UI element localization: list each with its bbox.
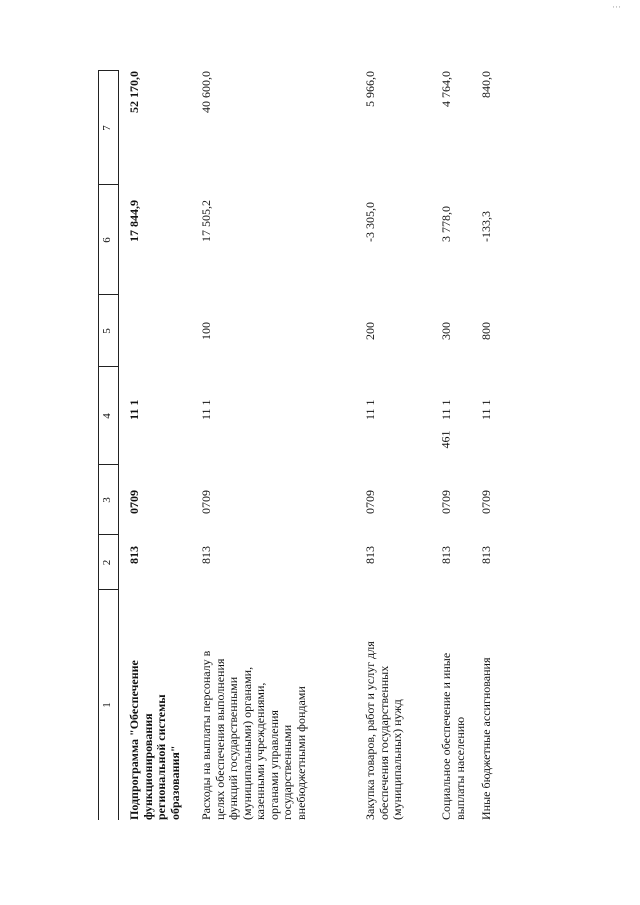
- cell-c4: 11 1: [127, 399, 141, 420]
- rotated-table: [98, 70, 621, 820]
- cell-c3: 0709: [439, 490, 453, 514]
- table-header-bottom-rule: [118, 70, 119, 820]
- row-label: Иные бюджетные ассигнования: [479, 657, 493, 820]
- cell-c6: 17 505,2: [199, 200, 213, 242]
- column-header-2: 2: [101, 559, 113, 566]
- cell-c4: 11 1: [479, 399, 493, 420]
- column-header-5: 5: [101, 328, 113, 334]
- cell-c3: 0709: [199, 490, 213, 514]
- column-header-7: 7: [101, 125, 113, 131]
- cell-c7: 40 600,0: [199, 71, 213, 113]
- column-header-6: 6: [101, 237, 113, 243]
- cell-c5: 800: [479, 322, 493, 340]
- cell-c5: 200: [363, 322, 377, 340]
- column-header-4: 4: [101, 413, 113, 419]
- cell-c4: 11 1: [199, 399, 213, 420]
- page-number: 461: [438, 430, 453, 449]
- cell-c4: 11 1: [363, 399, 377, 420]
- cell-c4: 11 1: [439, 399, 453, 420]
- cell-c3: 0709: [127, 490, 141, 514]
- cell-c3: 0709: [363, 490, 377, 514]
- row-label: Закупка товаров, работ и услуг для обеспечения государственных (муниципальных) нужд: [363, 641, 404, 820]
- cell-c2: 813: [439, 546, 453, 564]
- cell-c2: 813: [363, 546, 377, 564]
- column-header-1: 1: [101, 702, 113, 708]
- cell-c2: 813: [127, 546, 141, 564]
- cell-c6: -3 305,0: [363, 202, 377, 242]
- cell-c6: 17 844,9: [127, 200, 141, 242]
- column-header-3: 3: [101, 497, 113, 503]
- cell-c2: 813: [199, 546, 213, 564]
- cell-c5: 100: [199, 322, 213, 340]
- row-label: Расходы на выплаты персоналу в целях обеспечения выполнения функций государственными (муниципальными) органами, казенными учреждениями, органами управления государственными внебюджетными фондами: [199, 650, 308, 820]
- cell-c7: 52 170,0: [127, 71, 141, 113]
- corner-mark: ···: [612, 2, 621, 12]
- cell-c7: 5 966,0: [363, 71, 377, 107]
- cell-c6: -133,3: [479, 211, 493, 242]
- cell-c6: 3 778,0: [439, 206, 453, 242]
- cell-c2: 813: [479, 546, 493, 564]
- cell-c3: 0709: [479, 490, 493, 514]
- row-label: Подпрограмма "Обеспечение функционирования региональной системы образования": [127, 660, 182, 820]
- cell-c7: 840,0: [479, 71, 493, 98]
- table-header-top-rule: [98, 70, 99, 820]
- cell-c5: 300: [439, 322, 453, 340]
- row-label: Социальное обеспечение и иные выплаты населению: [439, 652, 467, 820]
- cell-c7: 4 764,0: [439, 71, 453, 107]
